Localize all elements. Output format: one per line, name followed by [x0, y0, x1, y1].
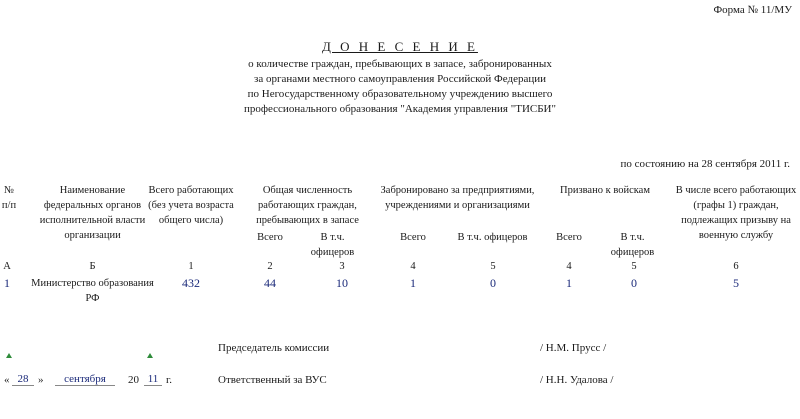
as-of-date: по состоянию на 28 сентября 2011 г. — [620, 158, 790, 170]
chair-name: / Н.М. Прусс / — [540, 342, 607, 354]
row-booked-total: 1 — [410, 276, 416, 290]
responsible-label: Ответственный за ВУС — [218, 374, 327, 386]
document-title: Д О Н Е С Е Н И Е — [322, 39, 478, 54]
header-booked-total: Всего — [400, 232, 426, 243]
index-cell: 6 — [733, 261, 739, 272]
form-number: Форма № 11/МУ — [713, 4, 792, 16]
header-num: № п/п — [1, 185, 17, 211]
row-name: Министерство образования РФ — [31, 278, 154, 304]
header-booked-group: Забронировано за предприятиями, учреждениями и организациями — [380, 185, 535, 211]
header-total: Всего работающих (без учета возраста общего числа) — [148, 185, 234, 226]
row-reserve-officers: 10 — [336, 276, 348, 290]
responsible-name: / Н.Н. Удалова / — [540, 374, 614, 386]
header-drafted-group: Призвано к войскам — [560, 185, 650, 196]
date-year-suffix: 11 — [144, 373, 162, 386]
index-cell: 5 — [490, 261, 496, 272]
row-extra: 5 — [733, 276, 739, 290]
index-cell: 4 — [410, 261, 416, 272]
row-reserve-total: 44 — [264, 276, 276, 290]
index-cell: 1 — [188, 261, 194, 272]
row-booked-officers: 0 — [490, 276, 496, 290]
index-cell: 4 — [566, 261, 572, 272]
header-extra: В числе всего работающих (графы 1) граждан, подлежащих призыву на военную службу — [675, 185, 797, 241]
header-drafted-total: Всего — [556, 232, 582, 243]
subtitle-line: за органами местного самоуправления Российской Федерации — [253, 73, 547, 85]
header-reserve-group: Общая численность работающих граждан, пребывающих в запасе — [256, 185, 359, 226]
field-marker-icon — [6, 353, 12, 358]
date-day: 28 — [12, 373, 34, 386]
date-open-quote: « — [4, 374, 10, 386]
index-cell: 2 — [267, 261, 273, 272]
subtitle-line: о количестве граждан, пребывающих в запасе, забронированных — [248, 58, 552, 70]
date-close-quote: » — [38, 374, 44, 386]
header-drafted-officers: В т.ч. офицеров — [610, 232, 655, 258]
row-drafted-total: 1 — [566, 276, 572, 290]
header-reserve-total: Всего — [257, 232, 283, 243]
index-cell: 3 — [339, 261, 345, 272]
header-booked-officers: В т.ч. офицеров — [457, 232, 528, 243]
field-marker-icon — [147, 353, 153, 358]
date-year-prefix: 20 — [128, 374, 139, 386]
index-cell: Б — [89, 261, 96, 272]
index-cell: А — [3, 261, 11, 272]
date-month: сентября — [55, 373, 115, 386]
date-year-unit: г. — [166, 374, 173, 386]
header-name: Наименование федеральных органов исполнительной власти организации — [39, 185, 146, 241]
subtitle-line: по Негосударственному образовательному учреждению высшего — [247, 88, 553, 100]
index-cell: 5 — [631, 261, 637, 272]
row-total: 432 — [182, 276, 200, 290]
subtitle-line: профессионального образования "Академия управления "ТИСБИ" — [244, 103, 556, 115]
row-num: 1 — [4, 276, 10, 290]
chair-label: Председатель комиссии — [218, 342, 330, 354]
row-drafted-officers: 0 — [631, 276, 637, 290]
header-reserve-officers: В т.ч. офицеров — [310, 232, 355, 258]
